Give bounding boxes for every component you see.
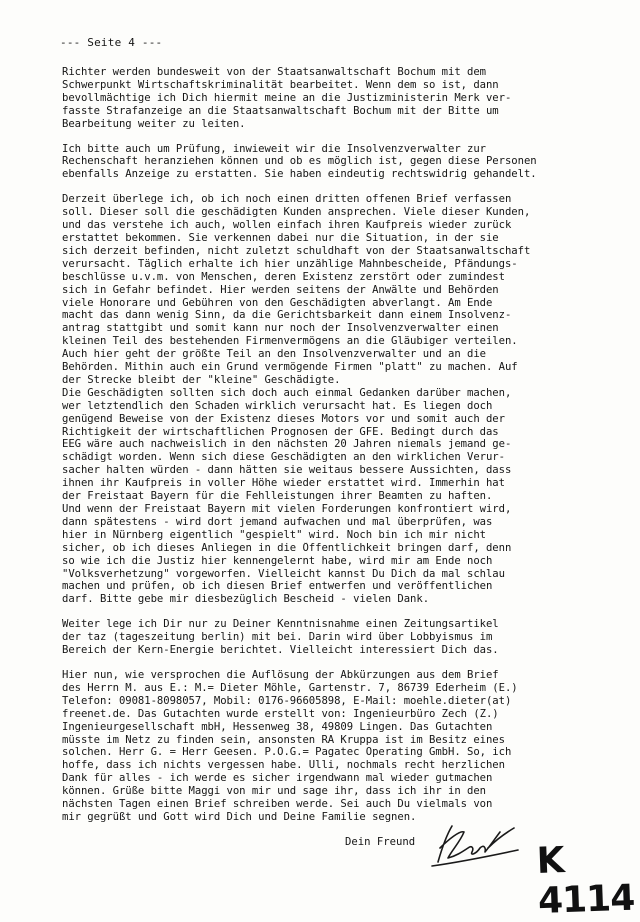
page-number-header: --- Seite 4 --- [60, 36, 163, 49]
text-line: Richtigkeit der wirtschaftlichen Prognosen der GFE. Bedingt durch das [62, 425, 499, 438]
text-line: macht das dann wenig Sinn, da die Gerichtsbarkeit dann einem Insolvenz- [62, 309, 512, 322]
letter-body [62, 66, 640, 836]
text-line: soll. Dieser soll die geschädigten Kunden ansprechen. Viele dieser Kunden, [62, 206, 531, 219]
text-line: bevollmächtige ich Dich hiermit meine an die Justizministerin Merk ver- [62, 91, 512, 104]
text-line: der Freistaat Bayern für die Fehlleistungen ihrer Beamten zu haften. [62, 490, 493, 503]
text-line: ihnen ihr Kaufpreis in voller Höhe wieder erstattet wird. Immerhin hat [62, 477, 505, 490]
text-line: der Strecke bleibt der "kleine" Geschädigte. [62, 373, 341, 386]
text-line: machen und prüfen, ob ich diesen Brief entwerfen und veröffentlichen [62, 580, 493, 593]
text-line: beschlüsse u.v.m. von Menschen, deren Existenz zerstört oder zumindest [62, 270, 505, 283]
paragraph [62, 669, 640, 824]
text-line: Hier nun, wie versprochen die Auflösung der Abkürzungen aus dem Brief [62, 668, 499, 681]
text-line: solchen. Herr G. = Herr Geesen. P.O.G.= Pagatec Operating GmbH. So, ich [62, 746, 512, 759]
text-line: sich in Gefahr befindet. Hier werden seitens der Anwälte und Behörden [62, 283, 499, 296]
text-line: Bearbeitung weiter zu leiten. [62, 117, 246, 130]
text-line: Bereich der Kern-Energie berichtet. Vielleicht interessiert Dich das. [62, 644, 499, 657]
text-line: nächsten Tagen einen Brief schreiben werde. Sei auch Du vielmals von [62, 798, 493, 811]
text-line: Derzeit überlege ich, ob ich noch einen dritten offenen Brief verfassen [62, 193, 512, 206]
text-line: der taz (tageszeitung berlin) mit bei. Darin wird über Lobbyismus im [62, 631, 493, 644]
document-reference-stamp: K 4114 [535, 840, 635, 922]
text-line: Dank für alles - ich werde es sicher irgendwann mal wieder gutmachen [62, 772, 493, 785]
paragraph [62, 618, 640, 657]
text-line: sich derzeit befinden, nicht zuletzt schuldhaft von der Staatsanwaltschaft [62, 244, 531, 257]
text-line: Rechenschaft heranziehen können und ob es möglich ist, gegen diese Personen [62, 155, 537, 168]
text-line: dann spätestens - wird dort jemand aufwachen und mal überprüfen, was [62, 515, 493, 528]
paragraph [62, 193, 640, 606]
text-line: verursacht. Täglich erhalte ich hier unzählige Mahnbescheide, Pfändungs- [62, 257, 518, 270]
text-line: ebenfalls Anzeige zu erstatten. Sie haben eindeutig rechtswidrig gehandelt. [62, 168, 537, 181]
text-line: Richter werden bundesweit von der Staatsanwaltschaft Bochum mit dem [62, 66, 486, 78]
text-line: Telefon: 09081-8098057, Mobil: 0176-96605898, E-Mail: moehle.dieter(at) [62, 694, 512, 707]
paragraph [62, 66, 640, 131]
text-line: des Herrn M. aus E.: M.= Dieter Möhle, Gartenstr. 7, 86739 Ederheim (E.) [62, 681, 518, 694]
text-line: "Volksverhetzung" vorgeworfen. Vielleicht kannst Du Dich da mal schlau [62, 567, 505, 580]
text-line: schädigt worden. Wenn sich diese Geschädigten an den wirklichen Verur- [62, 451, 505, 464]
text-line: mir gegrüßt und Gott wird Dich und Deine Familie segnen. [62, 810, 417, 823]
handwritten-signature [430, 818, 520, 874]
text-line: Die Geschädigten sollten sich doch auch einmal Gedanken darüber machen, [62, 386, 512, 399]
text-line: fasste Strafanzeige an die Staatsanwaltschaft Bochum mit der Bitte um [62, 104, 499, 117]
text-line: sacher halten würden - dann hätten sie weitaus bessere Aussichten, dass [62, 464, 512, 477]
text-line: Ich bitte auch um Prüfung, inwieweit wir die Insolvenzverwalter zur [62, 142, 486, 155]
paragraph [62, 143, 640, 182]
text-line: viele Honorare und Gebühren von den Geschädigten abverlangt. Am Ende [62, 296, 493, 309]
text-line: antrag stattgibt und somit kann nur noch der Insolvenzverwalter einen [62, 322, 499, 335]
text-line: freenet.de. Das Gutachten wurde erstellt von: Ingenieurbüro Zech (Z.) [62, 707, 499, 720]
text-line: darf. Bitte gebe mir diesbezüglich Bescheid - vielen Dank. [62, 593, 430, 606]
text-line: hoffe, dass ich nichts vergessen habe. Ulli, nochmals recht herzlichen [62, 759, 505, 772]
text-line: sicher, ob ich dieses Anliegen in die Öffentlichkeit bringen darf, denn [62, 541, 512, 554]
text-line: hier in Nürnberg eigentlich "gespielt" wird. Noch bin ich mir nicht [62, 528, 486, 541]
text-line: Ingenieurgesellschaft mbH, Hessenweg 38, 49809 Lingen. Das Gutachten [62, 720, 493, 733]
text-line: können. Grüße bitte Maggi von mir und sage ihr, dass ich ihr in den [62, 785, 486, 798]
text-line: so wie ich die Justiz hier kennengelernt habe, wird mir am Ende noch [62, 554, 493, 567]
text-line: müsste im Netz zu finden sein, ansonsten RA Kruppa ist im Besitz eines [62, 733, 505, 746]
text-line: und das verstehe ich auch, wollen einfach ihren Kaufpreis wieder zurück [62, 219, 512, 232]
text-line: Und wenn der Freistaat Bayern mit vielen Forderungen konfrontiert wird, [62, 503, 512, 515]
text-line: erstattet bekommen. Sie verkennen dabei nur die Situation, in der sie [62, 231, 499, 244]
text-line: Auch hier geht der größte Teil an den Insolvenzverwalter und an die [62, 348, 486, 361]
text-line: kleinen Teil des bestehenden Firmenvermögens an die Gläubiger verteilen. [62, 335, 518, 348]
text-line: Schwerpunkt Wirtschaftskriminalität bearbeitet. Wenn dem so ist, dann [62, 78, 499, 91]
text-line: Behörden. Mithin auch ein Grund vermögende Firmen "platt" zu machen. Auf [62, 361, 518, 374]
closing-phrase: Dein Freund [345, 836, 416, 848]
text-line: Weiter lege ich Dir nur zu Deiner Kenntnisnahme einen Zeitungsartikel [62, 618, 499, 631]
text-line: genügend Beweise von der Existenz dieses Motors vor und somit auch der [62, 412, 505, 425]
text-line: wer letztendlich den Schaden wirklich verursacht hat. Es liegen doch [62, 399, 493, 412]
text-line: EEG wäre auch nachweislich in den nächsten 20 Jahren niemals jemand ge- [62, 438, 512, 451]
